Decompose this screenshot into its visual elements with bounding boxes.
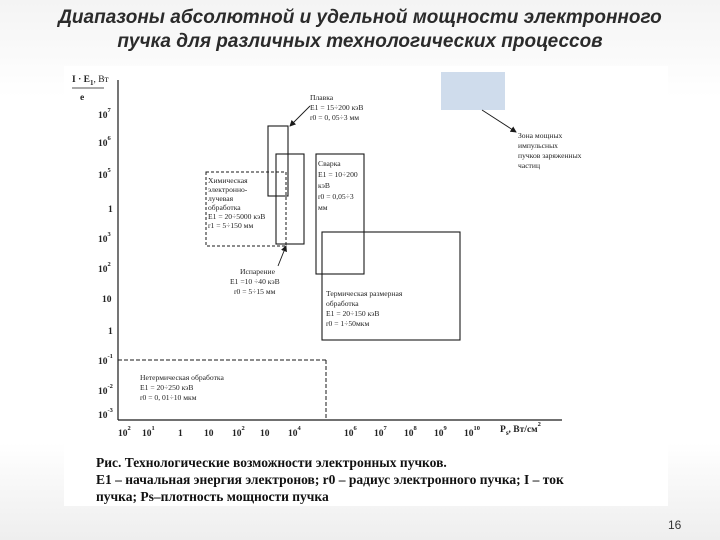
process-diagram <box>64 66 668 506</box>
x-tick-10: 10 <box>204 429 214 439</box>
evaporation-region <box>276 154 304 244</box>
svg-text:E1 =10 ÷40 кэВ: E1 =10 ÷40 кэВ <box>230 277 280 286</box>
diagram-figure <box>64 66 668 506</box>
x-tick-1e4: $10^4$ <box>288 425 301 439</box>
x-tick-1e7: $10^7$ <box>374 425 387 439</box>
x-tick-10b: 10 <box>260 429 270 439</box>
y-tick-1b: 1 <box>108 327 113 337</box>
svg-text:E1 = 10÷200: E1 = 10÷200 <box>318 170 358 179</box>
x-tick-1: 1 <box>178 429 183 439</box>
svg-text:Химическая: Химическая <box>208 176 248 185</box>
x-tick-1e9: $10^9$ <box>434 425 447 439</box>
welding-label <box>318 159 358 212</box>
x-tick-1e8: $10^8$ <box>404 425 417 439</box>
svg-text:Сварка: Сварка <box>318 159 341 168</box>
svg-text:r1 = 5÷150 мм: r1 = 5÷150 мм <box>208 221 254 230</box>
thermal-processing-label <box>326 289 403 328</box>
x-tick-1e6: $10^6$ <box>344 425 357 439</box>
y-tick-10: 10 <box>102 295 112 305</box>
slide-title <box>0 6 720 54</box>
y-tick-1e5: $10^5$ <box>98 167 111 181</box>
caption-line-1: Рис. Технологические возможности электронных пучков. <box>96 455 447 470</box>
y-ticks <box>98 107 114 421</box>
evaporation-arrow <box>278 246 286 266</box>
y-tick-1e3: $10^3$ <box>98 231 111 245</box>
pulsed-zone-arrow <box>482 110 516 132</box>
svg-text:E1 = 20÷250 кэВ: E1 = 20÷250 кэВ <box>140 383 194 392</box>
y-tick-1e6: $10^6$ <box>98 135 111 149</box>
svg-text:мм: мм <box>318 203 328 212</box>
y-tick-1: 1 <box>108 205 113 215</box>
y-tick-1e-3: $10^{-3}$ <box>98 407 113 421</box>
page-number: 16 <box>668 518 682 532</box>
svg-text:лучевая: лучевая <box>208 194 234 203</box>
x-axis-label: $P_s$, $Вт/см^2$ <box>500 421 541 437</box>
svg-text:импульсных: импульсных <box>518 141 558 150</box>
chemical-processing-label <box>208 176 265 230</box>
svg-text:E1 = 20÷5000 кэВ: E1 = 20÷5000 кэВ <box>208 212 266 221</box>
svg-text:r0 = 0, 01÷10 мкм: r0 = 0, 01÷10 мкм <box>140 393 197 402</box>
x-ticks <box>118 425 480 439</box>
evaporation-label <box>230 267 280 296</box>
melting-arrow <box>290 106 310 126</box>
title-line-1: Диапазоны абсолютной и удельной мощности электронного <box>58 7 662 28</box>
svg-text:кэВ: кэВ <box>318 181 330 190</box>
nonthermal-processing-label <box>140 373 224 402</box>
svg-text:обработка: обработка <box>208 203 241 212</box>
svg-text:r0 = 0, 05÷3 мм: r0 = 0, 05÷3 мм <box>310 113 360 122</box>
caption-line-3: пучка; Ps–плотность мощности пучка <box>96 489 329 504</box>
svg-text:Термическая размерная: Термическая размерная <box>326 289 403 298</box>
svg-text:Нетермическая обработка: Нетермическая обработка <box>140 373 224 382</box>
y-tick-1e-2: $10^{-2}$ <box>98 383 113 397</box>
svg-text:пучков заряженных: пучков заряженных <box>518 151 582 160</box>
pulsed-zone-label <box>518 131 582 170</box>
y-tick-1e2: $10^2$ <box>98 261 111 275</box>
y-axis-label: $I \cdot E_1$, Вт <box>72 75 109 87</box>
svg-text:r0 = 5÷15 мм: r0 = 5÷15 мм <box>234 287 276 296</box>
svg-text:r0 = 0,05÷3: r0 = 0,05÷3 <box>318 192 354 201</box>
svg-text:Зона мощных: Зона мощных <box>518 131 563 140</box>
melting-region <box>268 126 288 196</box>
svg-text:r0 = 1÷50мкм: r0 = 1÷50мкм <box>326 319 370 328</box>
y-tick-1e-1: $10^{-1}$ <box>98 353 113 367</box>
svg-text:частиц: частиц <box>518 161 541 170</box>
y-axis-denominator: e <box>80 93 85 103</box>
x-tick-1e10: $10^{10}$ <box>464 425 480 439</box>
svg-text:обработка: обработка <box>326 299 359 308</box>
figure-caption <box>96 454 656 505</box>
x-tick-1e1: $10^1$ <box>142 425 155 439</box>
svg-text:E1 = 20÷150 кэВ: E1 = 20÷150 кэВ <box>326 309 380 318</box>
x-tick-1e2: $10^2$ <box>118 425 131 439</box>
title-line-2: пучка для различных технологических процессов <box>117 31 603 52</box>
melting-label <box>310 93 363 122</box>
svg-text:E1 = 15÷200 кэВ: E1 = 15÷200 кэВ <box>310 103 364 112</box>
y-tick-1e7: $10^7$ <box>98 107 111 121</box>
svg-text:Плавка: Плавка <box>310 93 334 102</box>
x-tick-1e2b: $10^2$ <box>232 425 245 439</box>
svg-text:Испарение: Испарение <box>240 267 275 276</box>
svg-text:электронно-: электронно- <box>208 185 248 194</box>
pulsed-zone-area <box>441 72 505 110</box>
caption-line-2: E1 – начальная энергия электронов; r0 – радиус электронного пучка; I – ток <box>96 472 564 487</box>
